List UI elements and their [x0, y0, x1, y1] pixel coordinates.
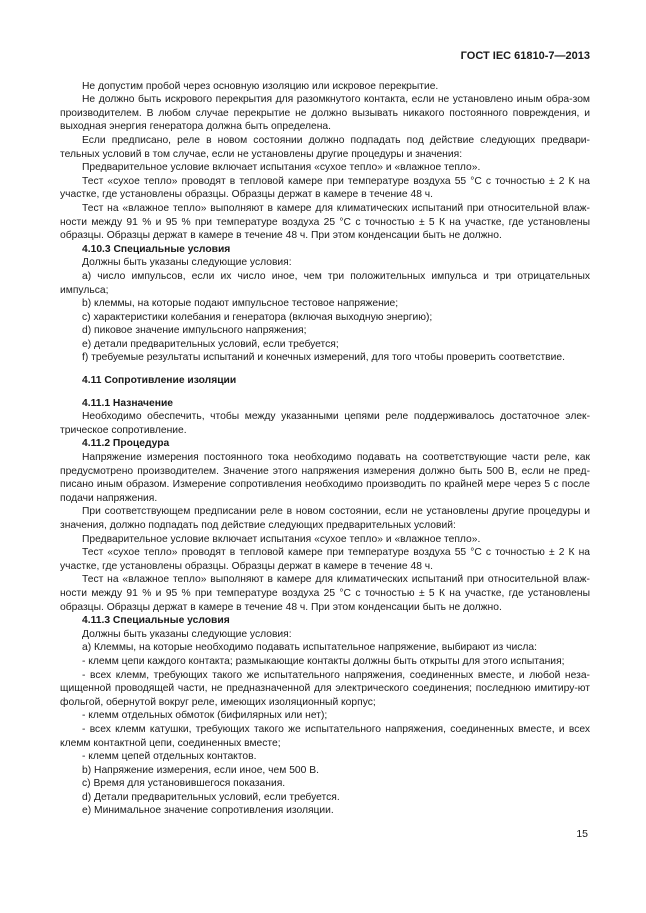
paragraph: Тест «сухое тепло» проводят в тепловой камере при температуре воздуха 55 °С с точностью ± 2 К на участке, где установлены образцы. Образцы держат в камере в течение 48 ч.: [60, 547, 590, 572]
section-heading-4-11-1: 4.11.1 Назначение: [82, 397, 173, 409]
list-item: c) Время для установившегося показания.: [82, 778, 286, 790]
list-item: f) требуемые результаты испытаний и конечных измерений, для того чтобы проверить соответствие.: [82, 352, 565, 364]
list-item: - клемм цепей отдельных контактов.: [82, 751, 257, 763]
paragraph: Если предписано, реле в новом состоянии должно подпадать под действие следующих предвари-тельных условий в том случае, если не установлены другие процедуры и значения:: [60, 134, 590, 160]
paragraph: Предварительное условие включает испытания «сухое тепло» и «влажное тепло».: [82, 162, 481, 174]
paragraph: Должны быть указаны следующие условия:: [82, 257, 292, 269]
paragraph: Предварительное условие включает испытания «сухое тепло» и «влажное тепло».: [82, 533, 481, 545]
paragraph: Не должно быть искрового перекрытия для разомкнутого контакта, если не установлено иным обра-зом производителем. В любом случае перекрытие не должно вызывать никакого постоянного повреждения, и выходная энергия генератора должна быть определена.: [60, 94, 590, 133]
list-item: - всех клемм катушки, требующих такого же испытательного напряжения, соединенных вместе, и всех клемм контактной цепи, соединенных вместе;: [60, 723, 590, 749]
section-heading-4-11-3: 4.11.3 Специальные условия: [82, 615, 230, 627]
section-heading-4-11: 4.11 Сопротивление изоляции: [82, 375, 237, 387]
document-code-header: ГОСТ IEC 61810-7—2013: [460, 50, 590, 62]
list-item: b) Напряжение измерения, если иное, чем 500 В.: [82, 764, 319, 776]
paragraph: Тест «сухое тепло» проводят в тепловой камере при температуре воздуха 55 °С с точностью ± 2 К на участке, где установлены образцы. Образцы держат в камере в течение 48 ч.: [60, 175, 590, 201]
list-item: - клемм отдельных обмоток (бифилярных или нет);: [82, 710, 328, 722]
paragraph: Тест на «влажное тепло» выполняют в камере для климатических испытаний при относительной влаж-ности между 91 % и 95 % при температуре воздуха 25 °С с точностью ± 5 К на участке, где установлены образцы. Образцы держат в камере в течение 48 ч. При этом конденсации быть не должно.: [60, 574, 590, 613]
paragraph: Должны быть указаны следующие условия:: [82, 628, 292, 640]
list-item: b) клеммы, на которые подают импульсное тестовое напряжение;: [82, 298, 399, 310]
paragraph: Необходимо обеспечить, чтобы между указанными цепями реле поддерживалось достаточное элек-трическое сопротивление.: [60, 411, 590, 436]
list-item: e) детали предварительных условий, если требуется;: [82, 338, 339, 350]
section-heading-4-11-2: 4.11.2 Процедура: [82, 438, 170, 450]
list-item: - всех клемм, требующих такого же испытательного напряжения, соединенных вместе, и любой неза-щищенной проводящей части, не предназначенной для электрического соединения; последнюю имитиру-ют фольгой, обернутой вокруг реле, имеющих изоляционный корпус;: [60, 669, 590, 708]
paragraph: При соответствующем предписании реле в новом состоянии, если не установлены другие процедуры и значения, должно подпадать под действие следующих предварительных условий:: [60, 506, 590, 531]
list-item: - клемм цепи каждого контакта; размыкающие контакты должны быть открыты для этого испытания;: [82, 655, 565, 667]
section-heading-4-10-3: 4.10.3 Специальные условия: [82, 243, 231, 255]
paragraph: Тест на «влажное тепло» выполняют в камере для климатических испытаний при относительной влаж-ности между 91 % и 95 % при температуре воздуха 25 °С с точностью ± 5 К на участке, где установлены образцы. Образцы держат в камере в течение 48 ч. При этом конденсации быть не должно.: [60, 202, 590, 242]
list-item: a) Клеммы, на которые необходимо подавать испытательное напряжение, выбирают из числа:: [82, 642, 537, 654]
list-item: d) Детали предварительных условий, если требуется.: [82, 791, 340, 803]
list-item: a) число импульсов, если их число иное, чем три положительных импульса и три отрицательных импульса;: [60, 270, 590, 296]
paragraph: Напряжение измерения постоянного тока необходимо подавать на соответствующие части реле, как предусмотрено производителем. Значение этого напряжения измерения должно быть 500 В, если не пред-писано иным образом. Измерение сопротивления необходимо производить по крайней мере через 5 с после подачи напряжения.: [60, 452, 590, 504]
list-item: c) характеристики колебания и генератора (включая выходную энергию);: [82, 311, 433, 323]
paragraph: Не допустим пробой через основную изоляцию или искровое перекрытие.: [82, 80, 439, 92]
list-item: d) пиковое значение импульсного напряжения;: [82, 325, 307, 337]
page-number: 15: [576, 828, 588, 840]
list-item: e) Минимальное значение сопротивления изоляции.: [82, 805, 334, 817]
